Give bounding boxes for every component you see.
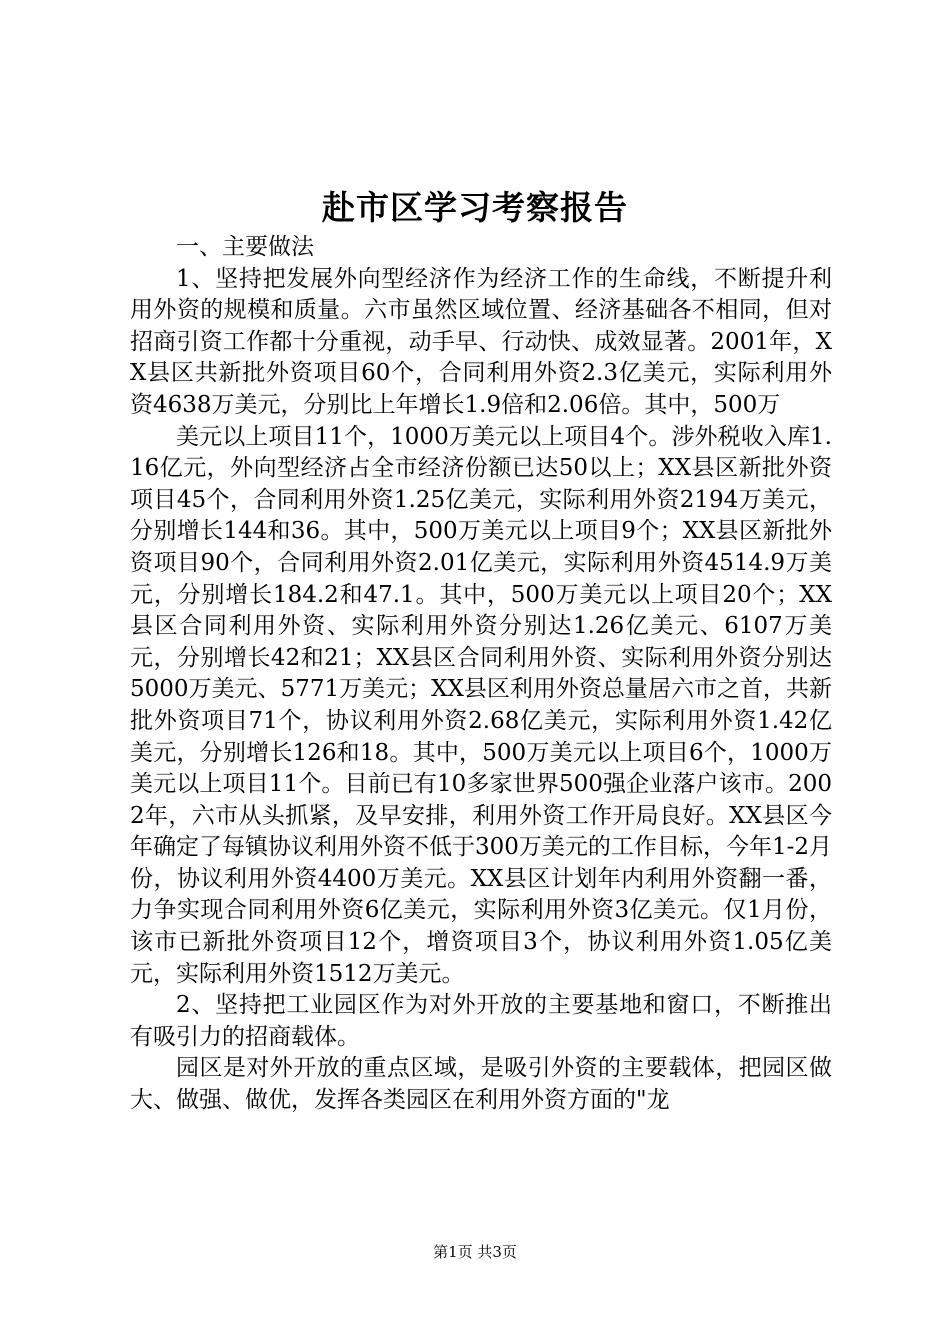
paragraph-4: 园区是对外开放的重点区域，是吸引外资的主要载体，把园区做大、做强、做优，发挥各类园区在利用外资方面的"龙 xyxy=(130,1055,832,1114)
page-footer: 第1页 共3页 xyxy=(433,1243,517,1261)
paragraph-3: 2、坚持把工业园区作为对外开放的主要基地和窗口，不断推出有吸引力的招商载体。 xyxy=(130,992,832,1050)
paragraph-2: 美元以上项目11个，1000万美元以上项目4个。涉外税收入库1.16亿元，外向型经济占全市经济份额已达50以上；XX县区新批外资项目45个，合同利用外资1.25亿美元，实际利用外资2194万美元，分别增长144和36。其中，500万美元以上项目9个；XX县区新批外资项目90个，合同利用外资2.01亿美元，实际利用外资4514.9万美元，分别增长184.2和47.1。其中，500万美元以上项目20个；XX县区合同利用外资、实际利用外资分别达1.26亿美元、6107万美元，分别增长42和21；XX县区合同利用外资、实际利用外资分别达5000万美元、5771万美元；XX县区利用外资总量居六市之首，共新批外资项目71个，协议利用外资2.68亿美元，实际利用外资1.42亿美元，分别增长126和18。其中，500万美元以上项目6个，1000万美元以上项目11个。目前已有10多家世界500强企业落户该市。2002年，六市从头抓紧，及早安排，利用外资工作开局良好。XX县区今年确定了每镇协议利用外资不低于300万美元的工作目标，今年1-2月份，协议利用外资4400万美元。XX县区计划年内利用外资翻一番，力争实现合同利用外资6亿美元，实际利用外资3亿美元。仅1月份，该市已新批外资项目12个，增资项目3个，协议利用外资1.05亿美元，实际利用外资1512万美元。 xyxy=(130,423,832,987)
document-title: 赴市区学习考察报告 xyxy=(322,188,628,227)
paragraph-1: 1、坚持把发展外向型经济作为经济工作的生命线，不断提升利用外资的规模和质量。六市虽然区域位置、经济基础各不相同，但对招商引资工作都十分重视，动手早、行动快、成效显著。2001年，XX县区共新批外资项目60个，合同利用外资2.3亿美元，实际利用外资4638万美元，分别比上年增长1.9倍和2.06倍。其中，500万 xyxy=(130,265,832,418)
document-body xyxy=(130,232,832,1117)
section-heading: 一、主要做法 xyxy=(176,234,314,260)
